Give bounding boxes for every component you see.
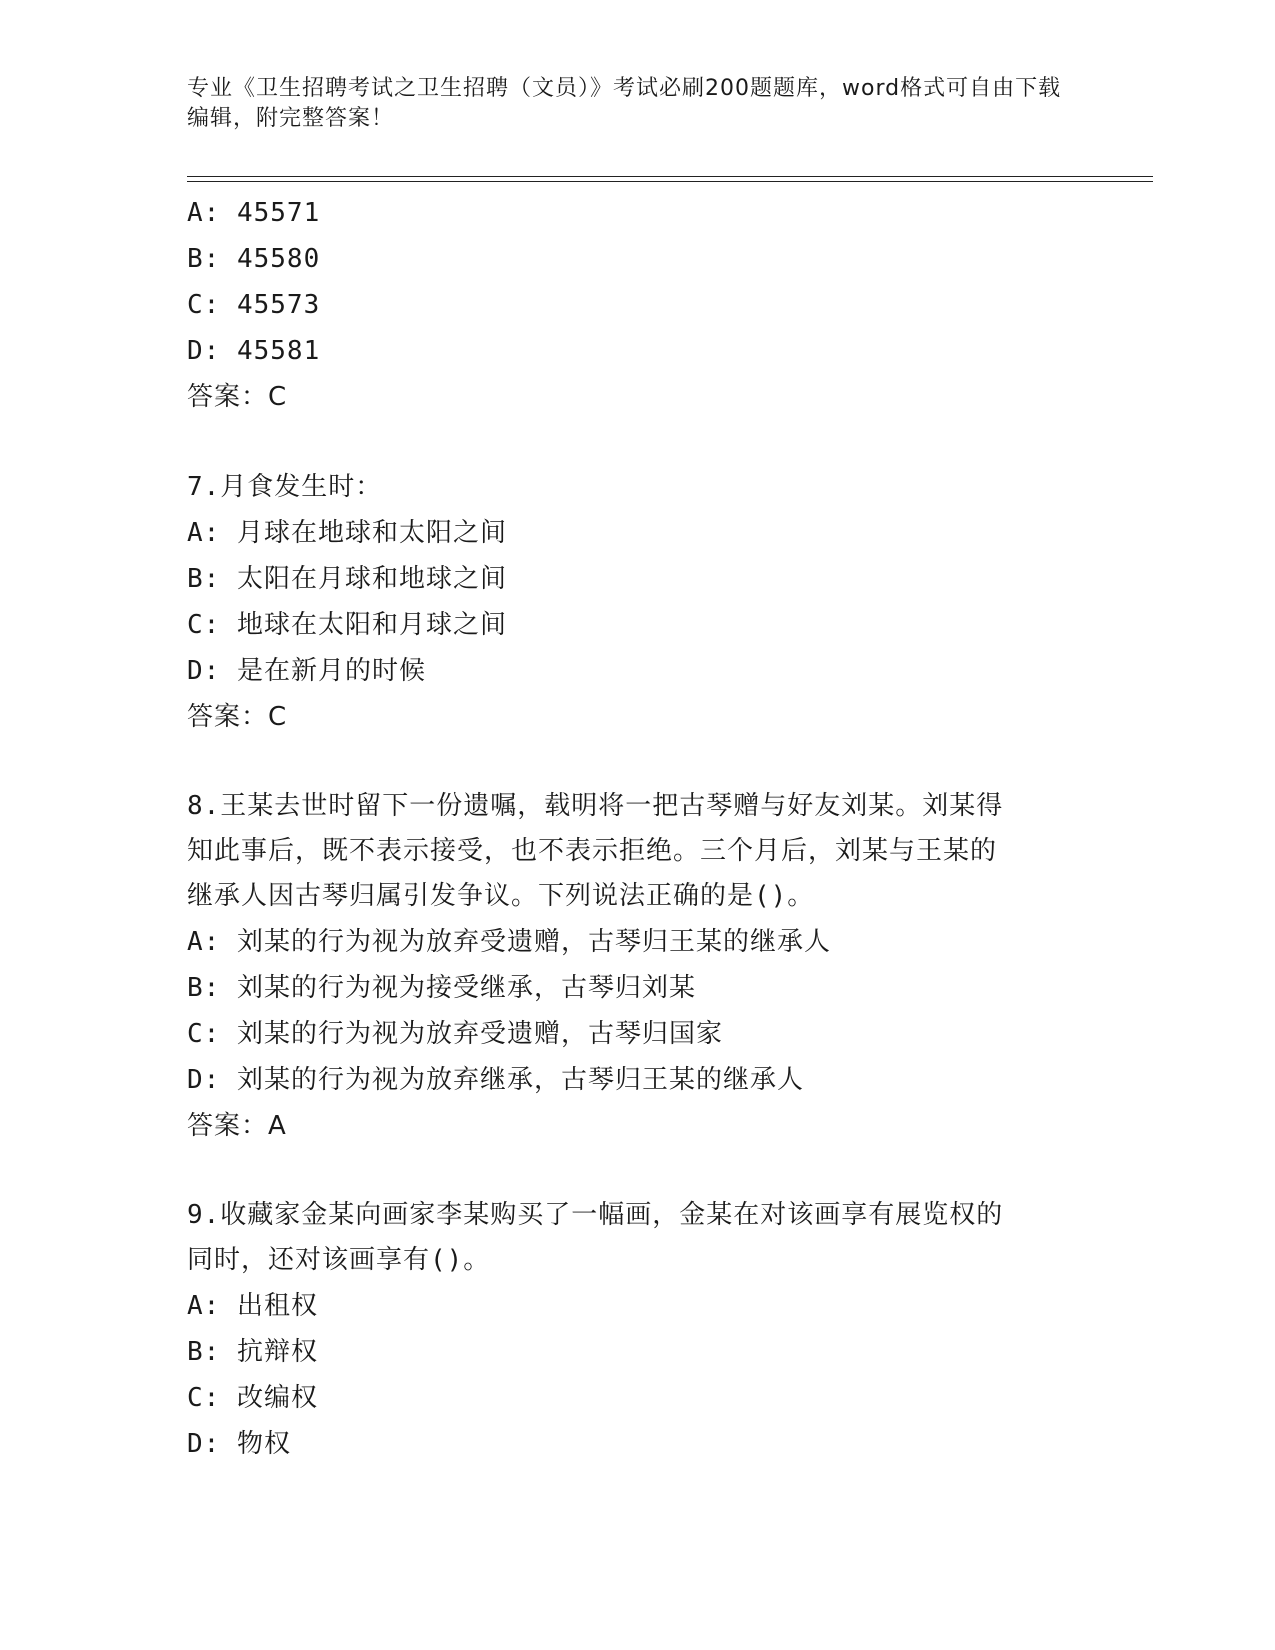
question-7 [187, 464, 1087, 740]
header-rule-bottom [187, 181, 1153, 182]
option-text: 刘某的行为视为放弃受遗赠，古琴归国家 [236, 1019, 723, 1049]
option-text: 抗辩权 [236, 1337, 318, 1367]
question-stem-line: 8.王某去世时留下一份遗嘱，载明将一把古琴赠与好友刘某。刘某得 [187, 791, 1004, 821]
option-letter: B: [187, 1337, 221, 1367]
option-letter: D: [187, 336, 221, 366]
option-letter: B: [187, 973, 221, 1003]
option-text: 地球在太阳和月球之间 [236, 610, 507, 640]
option-text: 改编权 [236, 1383, 318, 1413]
option-d [187, 648, 1087, 694]
option-text: 太阳在月球和地球之间 [236, 564, 507, 594]
question-stem: 7.月食发生时： [187, 472, 383, 502]
question-stem-line: 知此事后，既不表示接受，也不表示拒绝。三个月后，刘某与王某的 [187, 836, 998, 866]
option-letter: B: [187, 564, 221, 594]
option-b [187, 1329, 1087, 1375]
option-letter: D: [187, 1429, 221, 1459]
spacer [187, 740, 1087, 784]
option-text: 月球在地球和太阳之间 [236, 518, 507, 548]
spacer [187, 1149, 1087, 1193]
option-text: 出租权 [236, 1291, 318, 1321]
option-a [187, 919, 1087, 965]
question-stem-line: 9.收藏家金某向画家李某购买了一幅画，金某在对该画享有展览权的 [187, 1200, 1004, 1230]
option-text: 45580 [236, 244, 321, 274]
option-letter: C: [187, 290, 221, 320]
option-text: 45573 [236, 290, 321, 320]
option-b [187, 965, 1087, 1011]
question-list [187, 190, 1087, 1467]
question-stem-line: 继承人因古琴归属引发争议。下列说法正确的是()。 [187, 881, 815, 911]
option-c [187, 602, 1087, 648]
option-letter: A: [187, 927, 221, 957]
option-a [187, 1283, 1087, 1329]
option-letter: C: [187, 1019, 221, 1049]
option-letter: D: [187, 1065, 221, 1095]
option-a [187, 510, 1087, 556]
option-b [187, 556, 1087, 602]
option-b [187, 236, 1087, 282]
question-9 [187, 1193, 1087, 1467]
option-c [187, 282, 1087, 328]
option-letter: D: [187, 656, 221, 686]
option-text: 45581 [236, 336, 321, 366]
option-letter: A: [187, 1291, 221, 1321]
option-text: 45571 [236, 198, 321, 228]
option-c [187, 1375, 1087, 1421]
answer-line: 答案：C [187, 382, 288, 412]
question-stem-line: 同时，还对该画享有()。 [187, 1245, 491, 1275]
option-text: 刘某的行为视为接受继承，古琴归刘某 [236, 973, 696, 1003]
option-d [187, 1421, 1087, 1467]
option-a [187, 190, 1087, 236]
option-letter: A: [187, 198, 221, 228]
option-text: 是在新月的时候 [236, 656, 426, 686]
option-d [187, 1057, 1087, 1103]
option-letter: B: [187, 244, 221, 274]
option-d [187, 328, 1087, 374]
option-text: 物权 [236, 1429, 291, 1459]
answer-line: 答案：A [187, 1111, 287, 1141]
option-text: 刘某的行为视为放弃继承，古琴归王某的继承人 [236, 1065, 804, 1095]
question-8 [187, 784, 1087, 1149]
option-text: 刘某的行为视为放弃受遗赠，古琴归王某的继承人 [236, 927, 831, 957]
option-c [187, 1011, 1087, 1057]
option-letter: C: [187, 610, 221, 640]
question-6 [187, 190, 1087, 420]
option-letter: C: [187, 1383, 221, 1413]
document-header: 专业《卫生招聘考试之卫生招聘（文员）》考试必刷200题题库，word格式可自由下载编辑，附完整答案！ [187, 76, 1062, 131]
spacer [187, 420, 1087, 464]
header-rule-top [187, 176, 1153, 177]
answer-line: 答案：C [187, 702, 288, 732]
option-letter: A: [187, 518, 221, 548]
